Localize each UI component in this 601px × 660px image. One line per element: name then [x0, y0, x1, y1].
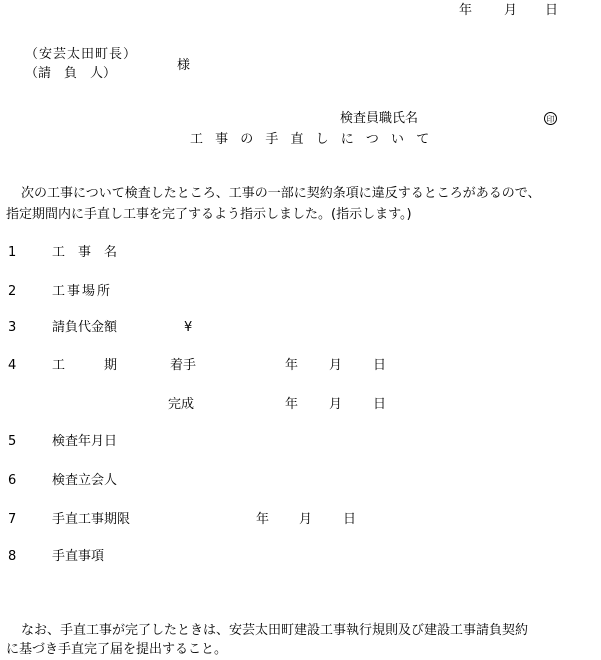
- item-number: 8: [8, 549, 17, 564]
- item-label-repair-items: 手直事項: [52, 549, 105, 564]
- item-label-inspection-date: 検査年月日: [52, 434, 118, 449]
- item-label-repair-deadline: 手直工事期限: [52, 512, 131, 527]
- start-year-label: 年: [285, 358, 299, 373]
- addressee-contractor: （請 負 人）: [25, 66, 117, 81]
- item-number: 3: [8, 320, 17, 335]
- item-number: 2: [8, 284, 17, 299]
- yen-sign: ¥: [184, 320, 193, 335]
- item-number: 5: [8, 434, 17, 449]
- deadline-year-label: 年: [256, 512, 270, 527]
- complete-month-label: 月: [329, 397, 343, 412]
- deadline-day-label: 日: [343, 512, 357, 527]
- body-line-2: 指定期間内に手直し工事を完了するよう指示しました。(指示します。): [6, 207, 412, 222]
- item-label-construction-period: 工 期: [52, 358, 118, 373]
- honorific: 様: [177, 58, 191, 73]
- period-complete-label: 完成: [168, 397, 195, 412]
- item-number: 7: [8, 512, 17, 527]
- start-month-label: 月: [329, 358, 343, 373]
- footer-line-1: なお、手直工事が完了したときは、安芸太田町建設工事執行規則及び建設工事請負契約: [21, 623, 529, 638]
- item-label-construction-name: 工 事 名: [52, 245, 118, 260]
- item-number: 4: [8, 358, 17, 373]
- deadline-month-label: 月: [299, 512, 313, 527]
- date-year-label: 年: [459, 3, 473, 18]
- footer-line-2: に基づき手直完了届を提出すること。: [6, 642, 228, 657]
- document-title: 工 事 の 手 直 し に つ い て: [190, 132, 434, 147]
- complete-day-label: 日: [373, 397, 387, 412]
- inspector-name-label: 検査員職氏名: [340, 111, 419, 126]
- start-day-label: 日: [373, 358, 387, 373]
- addressee-mayor: （安芸太田町長）: [25, 47, 138, 62]
- date-month-label: 月: [504, 3, 518, 18]
- item-number: 1: [8, 245, 17, 260]
- item-number: 6: [8, 473, 17, 488]
- item-label-construction-site: 工事場所: [52, 284, 113, 299]
- complete-year-label: 年: [285, 397, 299, 412]
- body-line-1: 次の工事について検査したところ、工事の一部に契約条項に違反するところがあるので、: [21, 186, 541, 201]
- item-label-contract-amount: 請負代金額: [52, 320, 118, 335]
- seal-mark: 印: [544, 112, 557, 125]
- date-day-label: 日: [545, 3, 559, 18]
- item-label-inspection-witness: 検査立会人: [52, 473, 118, 488]
- period-start-label: 着手: [170, 358, 197, 373]
